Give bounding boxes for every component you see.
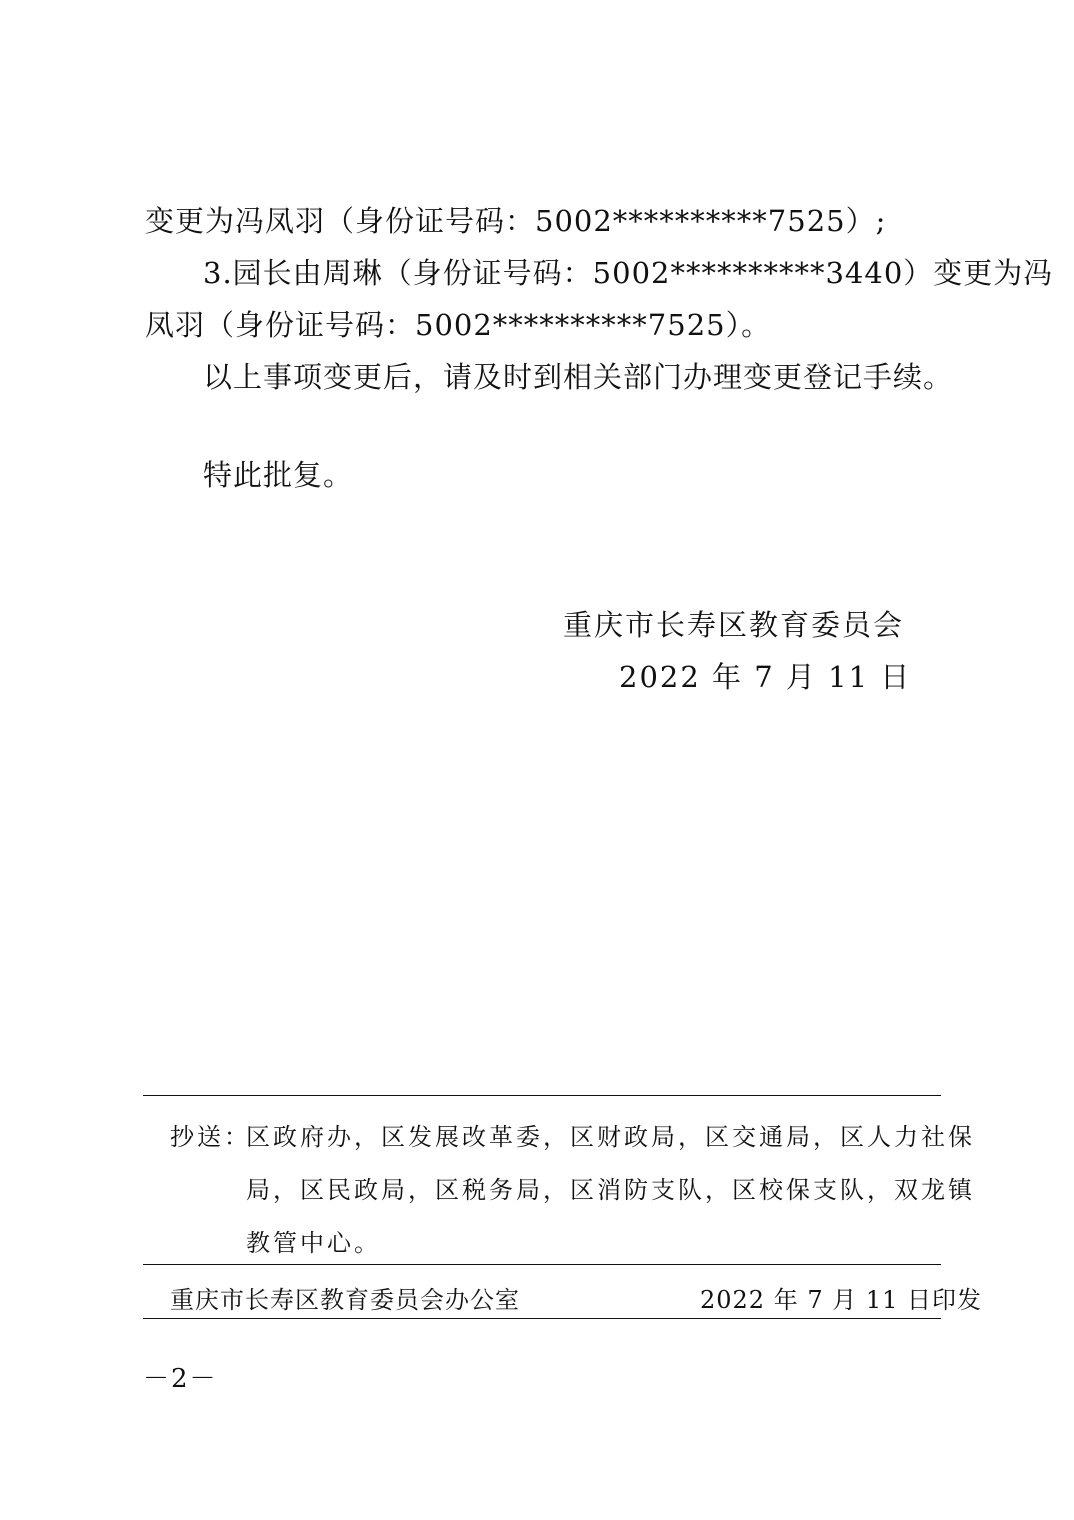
closing-line: 特此批复。 bbox=[203, 458, 354, 492]
cc-line-3: 教管中心。 bbox=[246, 1229, 381, 1257]
issuer-name: 重庆市长寿区教育委员会 bbox=[563, 608, 905, 642]
footer-print-date: 2022 年 7 月 11 日印发 bbox=[700, 1286, 983, 1314]
cc-top-rule bbox=[143, 1095, 941, 1096]
footer-bottom-rule bbox=[143, 1318, 941, 1319]
body-line-2: 3.园长由周琳（身份证号码：5002**********3440）变更为冯 bbox=[203, 256, 1054, 290]
footer-office: 重庆市长寿区教育委员会办公室 bbox=[170, 1286, 520, 1314]
body-line-1: 变更为冯凤羽（身份证号码：5002**********7525）; bbox=[145, 204, 887, 238]
cc-line-2: 局，区民政局，区税务局，区消防支队，区校保支队，双龙镇 bbox=[246, 1176, 975, 1204]
cc-bottom-rule bbox=[143, 1264, 941, 1265]
page-number: －2－ bbox=[143, 1364, 218, 1394]
body-line-3: 凤羽（身份证号码：5002**********7525）。 bbox=[145, 308, 772, 342]
cc-label: 抄送： bbox=[170, 1123, 251, 1151]
cc-line-1: 区政府办，区发展改革委，区财政局，区交通局，区人力社保 bbox=[246, 1123, 975, 1151]
body-line-4: 以上事项变更后，请及时到相关部门办理变更登记手续。 bbox=[203, 360, 954, 394]
issue-date: 2022 年 7 月 11 日 bbox=[619, 660, 912, 694]
